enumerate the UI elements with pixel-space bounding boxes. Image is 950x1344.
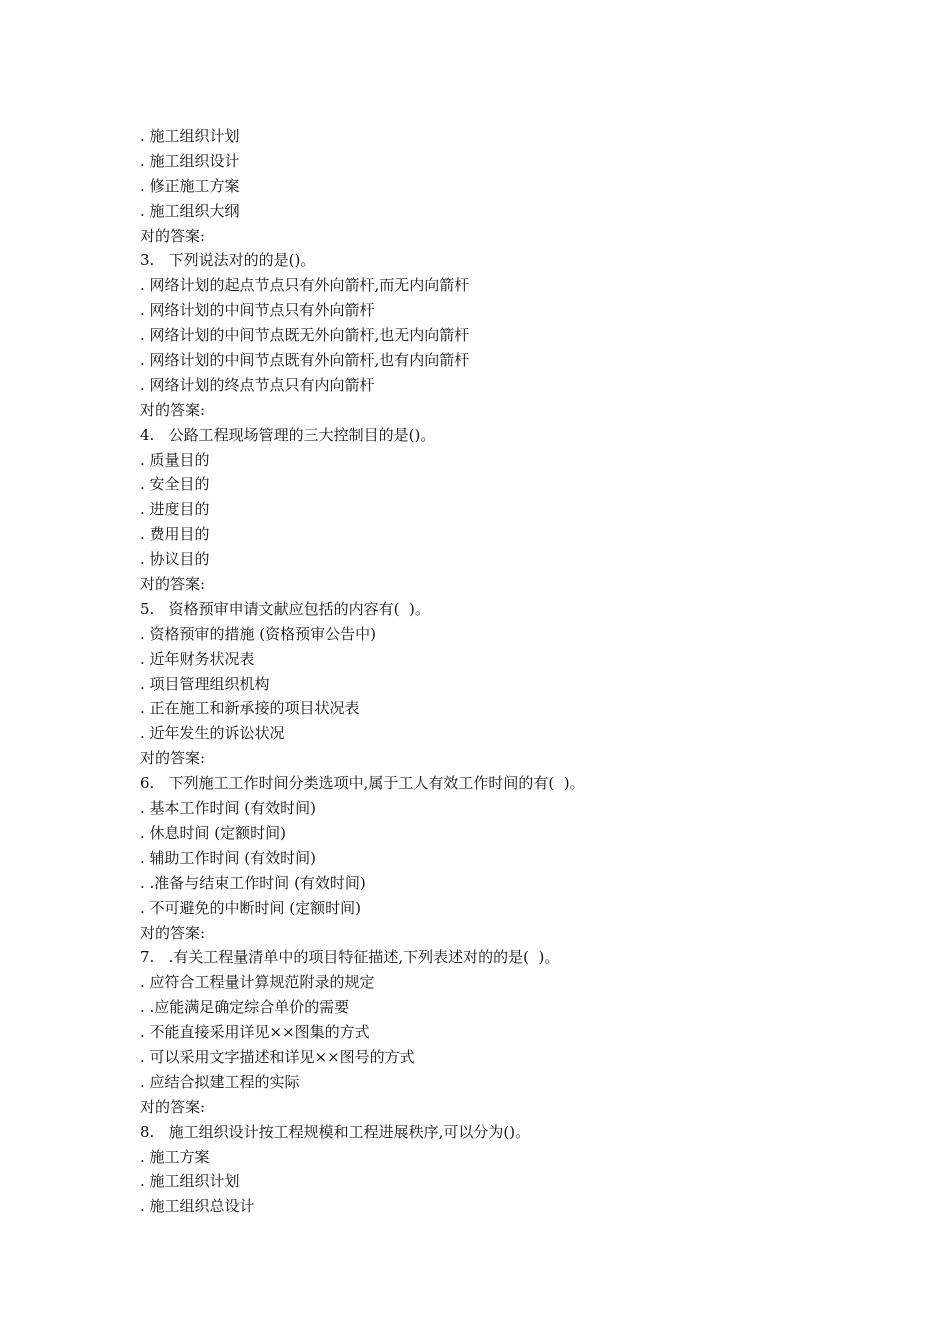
option-line: . 不可避免的中断时间 (定额时间) <box>140 898 362 917</box>
option-line: . 近年财务状况表 <box>140 649 255 668</box>
answer-label: 对的答案: <box>140 226 206 245</box>
option-line: . 安全目的 <box>140 475 210 494</box>
option-line: . 应结合拟建工程的实际 <box>140 1072 300 1091</box>
option-line: . .准备与结束工作时间 (有效时间) <box>140 873 366 892</box>
option-line: . 基本工作时间 (有效时间) <box>140 799 317 818</box>
answer-label: 对的答案: <box>140 400 206 419</box>
option-line: . 施工组织设计 <box>140 151 240 170</box>
option-line: . 施工组织计划 <box>140 1172 240 1191</box>
option-line: . 施工方案 <box>140 1147 210 1166</box>
option-line: . 休息时间 (定额时间) <box>140 823 287 842</box>
option-line: . 费用目的 <box>140 525 210 544</box>
option-line: . .应能满足确定综合单价的需要 <box>140 998 350 1017</box>
option-line: . 施工组织计划 <box>140 127 240 145</box>
option-line: . 网络计划的起点节点只有外向箭杆,而无内向箭杆 <box>140 276 470 295</box>
option-line: . 项目管理组织机构 <box>140 674 270 693</box>
question-line: 3. 下列说法对的的是()。 <box>140 251 316 270</box>
question-line: 5. 资格预审申请文献应包括的内容有( )。 <box>140 599 430 618</box>
option-line: . 辅助工作时间 (有效时间) <box>140 848 317 867</box>
option-line: . 网络计划的中间节点只有外向箭杆 <box>140 301 375 320</box>
document-body <box>140 124 860 1219</box>
option-line: . 近年发生的诉讼状况 <box>140 724 285 743</box>
option-line: . 协议目的 <box>140 550 210 569</box>
option-line: . 修正施工方案 <box>140 176 240 195</box>
option-line: . 不能直接采用详见××图集的方式 <box>140 1023 370 1042</box>
answer-label: 对的答案: <box>140 575 206 594</box>
option-line: . 施工组织大纲 <box>140 201 240 220</box>
question-line: 8. 施工组织设计按工程规模和工程进展秩序,可以分为()。 <box>140 1122 531 1141</box>
option-line: . 网络计划的中间节点既无外向箭杆,也无内向箭杆 <box>140 326 470 345</box>
option-line: . 可以采用文字描述和详见××图号的方式 <box>140 1047 415 1066</box>
option-line: . 应符合工程量计算规范附录的规定 <box>140 973 375 992</box>
option-line: . 正在施工和新承接的项目状况表 <box>140 699 360 718</box>
option-line: . 资格预审的措施 (资格预审公告中) <box>140 624 377 643</box>
option-line: . 网络计划的中间节点既有外向箭杆,也有内向箭杆 <box>140 351 470 370</box>
answer-label: 对的答案: <box>140 749 206 768</box>
answer-label: 对的答案: <box>140 1097 206 1116</box>
question-line: 4. 公路工程现场管理的三大控制目的是()。 <box>140 425 436 444</box>
option-line: . 质量目的 <box>140 450 210 469</box>
option-line: . 进度目的 <box>140 500 210 519</box>
answer-label: 对的答案: <box>140 923 206 942</box>
option-line: . 施工组织总设计 <box>140 1197 255 1216</box>
question-line: 6. 下列施工工作时间分类选项中,属于工人有效工作时间的有( )。 <box>140 774 585 793</box>
question-line: 7. .有关工程量清单中的项目特征描述,下列表述对的的是( )。 <box>140 948 560 967</box>
option-line: . 网络计划的终点节点只有内向箭杆 <box>140 375 375 394</box>
